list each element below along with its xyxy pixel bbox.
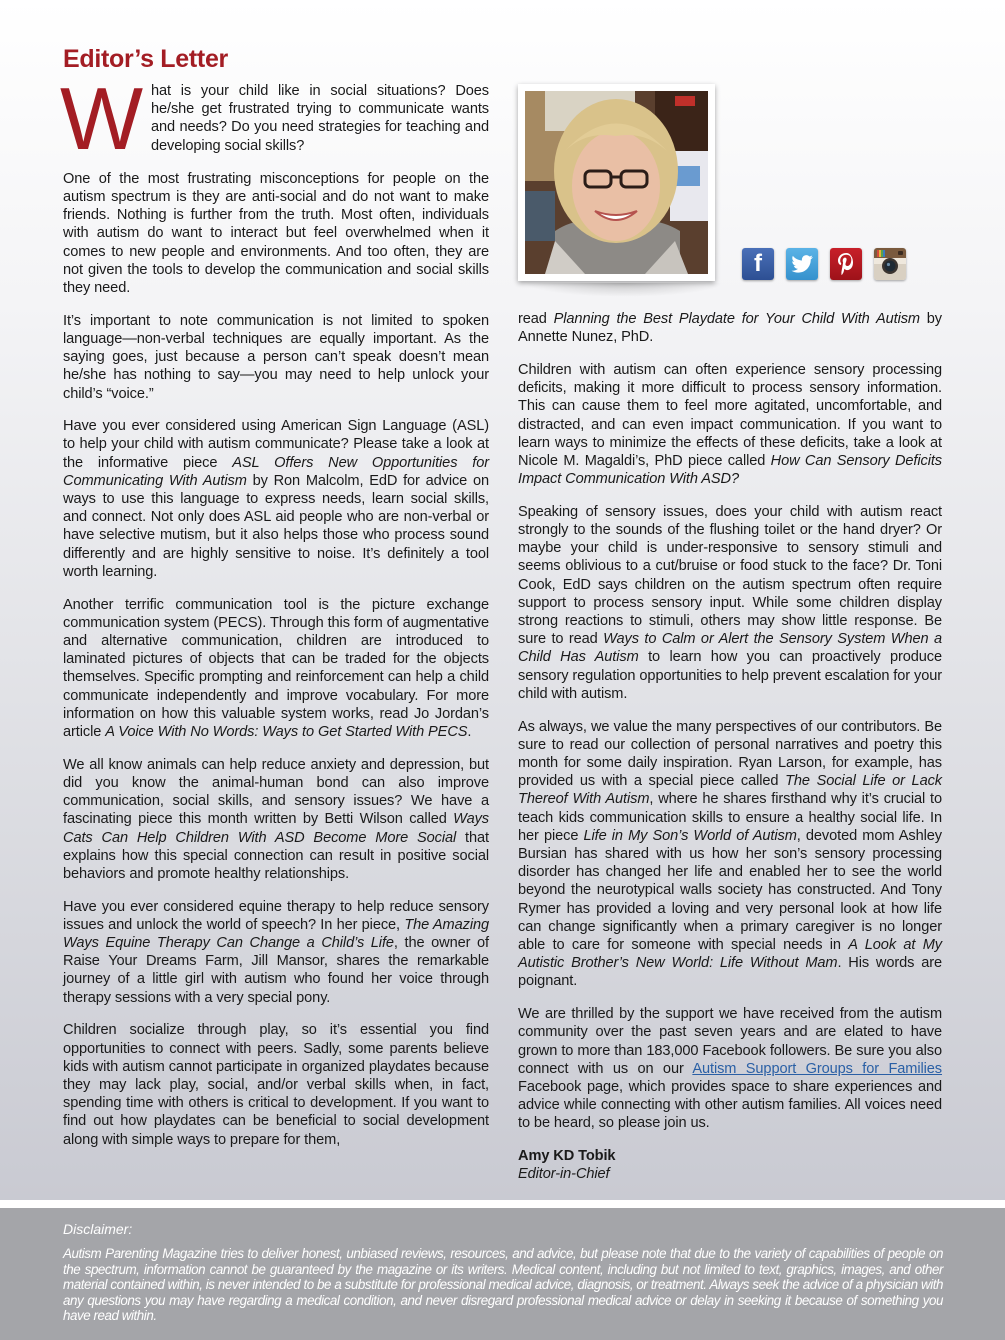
editor-photo (525, 91, 708, 274)
paragraph-text: Have you ever considered using American Sign Language (ASL) to help your child with autism communicate? Please take a look at the informative piece (63, 418, 489, 471)
paragraph-text: Children with autism can often experience sensory processing deficits, making it more difficult to process sensory information. This can cause them to feel more agitated, uncomfortable, and distracted, and can even impact communication. If you want to learn ways to minimize the effects of these deficits, take a look at Nicole M. Magaldi’s, PhD piece called (518, 361, 942, 469)
paragraph (518, 310, 942, 346)
paragraph-text: by Ron Malcolm, EdD for advice on ways to use this language to express needs, learn social skills, and connect. Not only does ASL aid people who are non-verbal or have selective mutism, but it also helps those who process sound differently and are highly sensitive to noise. It’s definitely a tool worth learning. (63, 472, 489, 580)
paragraph: One of the most frustrating misconceptions for people on the autism spectrum is they are anti-social and do not want to make friends. Nothing is further from the truth. Most often, individuals with autism do want to interact but feel overwhelmed when it comes to new people and environments. And too often, they are not given the tools to develop the communication and social skills they need. (63, 170, 489, 297)
article-title: Ways to Calm or Alert the Sensory System When a Child Has Autism (518, 631, 942, 666)
paragraph-text: . His words are poignant. (518, 955, 942, 990)
paragraph: Children socialize through play, so it’s essential you find opportunities to connect with peers. Sadly, some parents believe kids with autism cannot participate in organized playdates because they may lack play, social, and/or verbal skills when, in fact, spending time with others is critical to development. If you want to find out how playdates can be beneficial to social development along with simple ways to prepare for them, (63, 1022, 489, 1148)
paragraph: It’s important to note communication is not limited to spoken language—non-verbal techniques are equally important. As the saying goes, just because a person can’t speak doesn’t mean he/she has nothing to say—you may need to help unlock your child’s “voice.” (63, 312, 489, 402)
paragraph (518, 503, 942, 703)
footer-separator (0, 1200, 1005, 1208)
right-column (518, 310, 942, 1198)
article-title: A Voice With No Words: Ways to Get Started With PECS (105, 724, 468, 740)
disclaimer-body: Autism Parenting Magazine tries to deliver honest, unbiased reviews, resources, and advice, but please note that due to the variety of capabilities of people on the spectrum, information cannot be guaranteed by the magazine or its writers. Medical content, including but not limited to text, graphics, images, and other material contained within, is never intended to be a substitute for professional medical advice, diagnosis, or treatment. Always seek the advice of a physician with any questions you may have regarding a medical condition, and never disregard professional medical advice or delay in seeking it because of something you have read within. (63, 1246, 943, 1324)
article-title: Life in My Son’s World of Autism (583, 827, 797, 844)
paragraph-text: , where he shares firsthand why it’s crucial to teach kids communication skills to ensure a healthy social life. In her piece (518, 791, 942, 844)
paragraph-text: , the owner of Raise Your Dreams Farm, Jill Mansor, shares the remarkable journey of a little girl with autism who found her voice through therapy sessions with a very special pony. (63, 935, 489, 1006)
facebook-icon[interactable]: f (742, 248, 774, 280)
paragraph-text: . (467, 724, 472, 740)
signature-title: Editor-in-Chief (518, 1166, 610, 1183)
intro-text: hat is your child like in social situations? Does he/she get frustrated trying to communicate wants and needs? Do you need strategies for teaching and developing social skills? (150, 83, 489, 154)
article-title: How Can Sensory Deficits Impact Communication With ASD? (518, 452, 942, 488)
paragraph (63, 898, 489, 1007)
paragraph-text: that explains how this special connection can result in positive social behaviors and promote healthy relationships. (63, 829, 489, 882)
article-title: The Social Life or Lack Thereof With Autism (518, 773, 942, 808)
twitter-icon[interactable] (786, 248, 818, 280)
paragraph-text: by Annette Nunez, PhD. (518, 311, 943, 346)
left-column (60, 44, 489, 1163)
disclaimer-title: Disclaimer: (63, 1221, 133, 1237)
paragraph (63, 756, 489, 883)
paragraph-text: Facebook page, which provides space to share experiences and advice while connecting with other autism families. All voices need to be heard, so please join us. (518, 1078, 942, 1132)
disclaimer-box (0, 1208, 1005, 1340)
paragraph (518, 1005, 942, 1132)
article-title: A Look at My Autistic Brother’s New World: Life Without Mam (518, 937, 942, 972)
signature-name: Amy KD Tobik (518, 1148, 616, 1165)
instagram-icon[interactable] (874, 248, 906, 280)
support-groups-link[interactable]: Autism Support Groups for Families (692, 1060, 942, 1077)
paragraph-text: We are thrilled by the support we have received from the autism community over the past seven years and are elated to have grown to more than 183,000 Facebook followers. Be sure you also connect with us on our (518, 1006, 942, 1077)
paragraph-text: Speaking of sensory issues, does your child with autism react strongly to the sounds of the flushing toilet or the hand dryer? Or maybe your child is under-responsive to sensory stimuli and seems oblivious to a cut/bruise or food stuck to the face? Dr. Toni Cook, EdD says children on the autism spectrum often require support to process sensory input. While some children display strong reactions to stimuli, others may show little response. Be sure to read (518, 503, 942, 648)
signature (518, 1147, 942, 1183)
article-title: The Amazing Ways Equine Therapy Can Change a Child’s Life (63, 916, 489, 952)
paragraph (63, 417, 489, 581)
article-title: Ways Cats Can Help Children With ASD Become More Social (63, 811, 489, 846)
drop-cap: W (60, 69, 143, 168)
paragraph (518, 718, 942, 991)
social-icons (742, 248, 906, 280)
page-title: Editor’s Letter (63, 45, 228, 73)
paragraph-text: Another terrific communication tool is the picture exchange communication system (PECS). Through this form of augmentative and alternative communication, children are introduced to laminated pictures of objects that can be traded for the objects themselves. Specific prompting and reinforcement can help a child communicate independently and improve vocabulary. For more information on how this valuable system works, read Jo Jordan’s article (63, 596, 489, 740)
paragraph-text: As always, we value the many perspectives of our contributors. Be sure to read our collection of personal narratives and poetry this month for some daily inspiration. Ryan Larson, for example, has provided us with a special piece called (518, 718, 942, 790)
photo-shadow (524, 283, 724, 297)
paragraph-text: , devoted mom Ashley Bursian has shared with us how her son’s sensory processing disorder has changed her life and enabled her to see the world beyond the neurotypical walls society has constructed. And Tony Rymer has provided a loving and very personal look at how life can change significantly when a primary caregiver is no longer able to care for someone with special needs in (518, 827, 942, 953)
intro-paragraph (60, 69, 489, 168)
article-title: Planning the Best Playdate for Your Child With Autism (553, 311, 920, 327)
paragraph (518, 361, 942, 488)
portrait-illustration (525, 91, 708, 274)
paragraph (63, 596, 489, 742)
pinterest-icon[interactable] (830, 248, 862, 280)
paragraph-text: read (518, 311, 554, 327)
paragraph-text: We all know animals can help reduce anxiety and depression, but did you know the animal-human bond can also improve communication, social skills, and sensory issues? We have a fascinating piece this month written by Betti Wilson called (63, 756, 489, 828)
paragraph-text: to learn how you can proactively produce sensory regulation opportunities to help prevent escalation for your child with autism. (518, 649, 942, 702)
article-title: ASL Offers New Opportunities for Communicating With Autism (63, 454, 489, 489)
paragraph-text: Have you ever considered equine therapy to help reduce sensory issues and unlock the world of speech? In her piece, (63, 898, 489, 933)
editor-photo-frame (518, 84, 715, 281)
